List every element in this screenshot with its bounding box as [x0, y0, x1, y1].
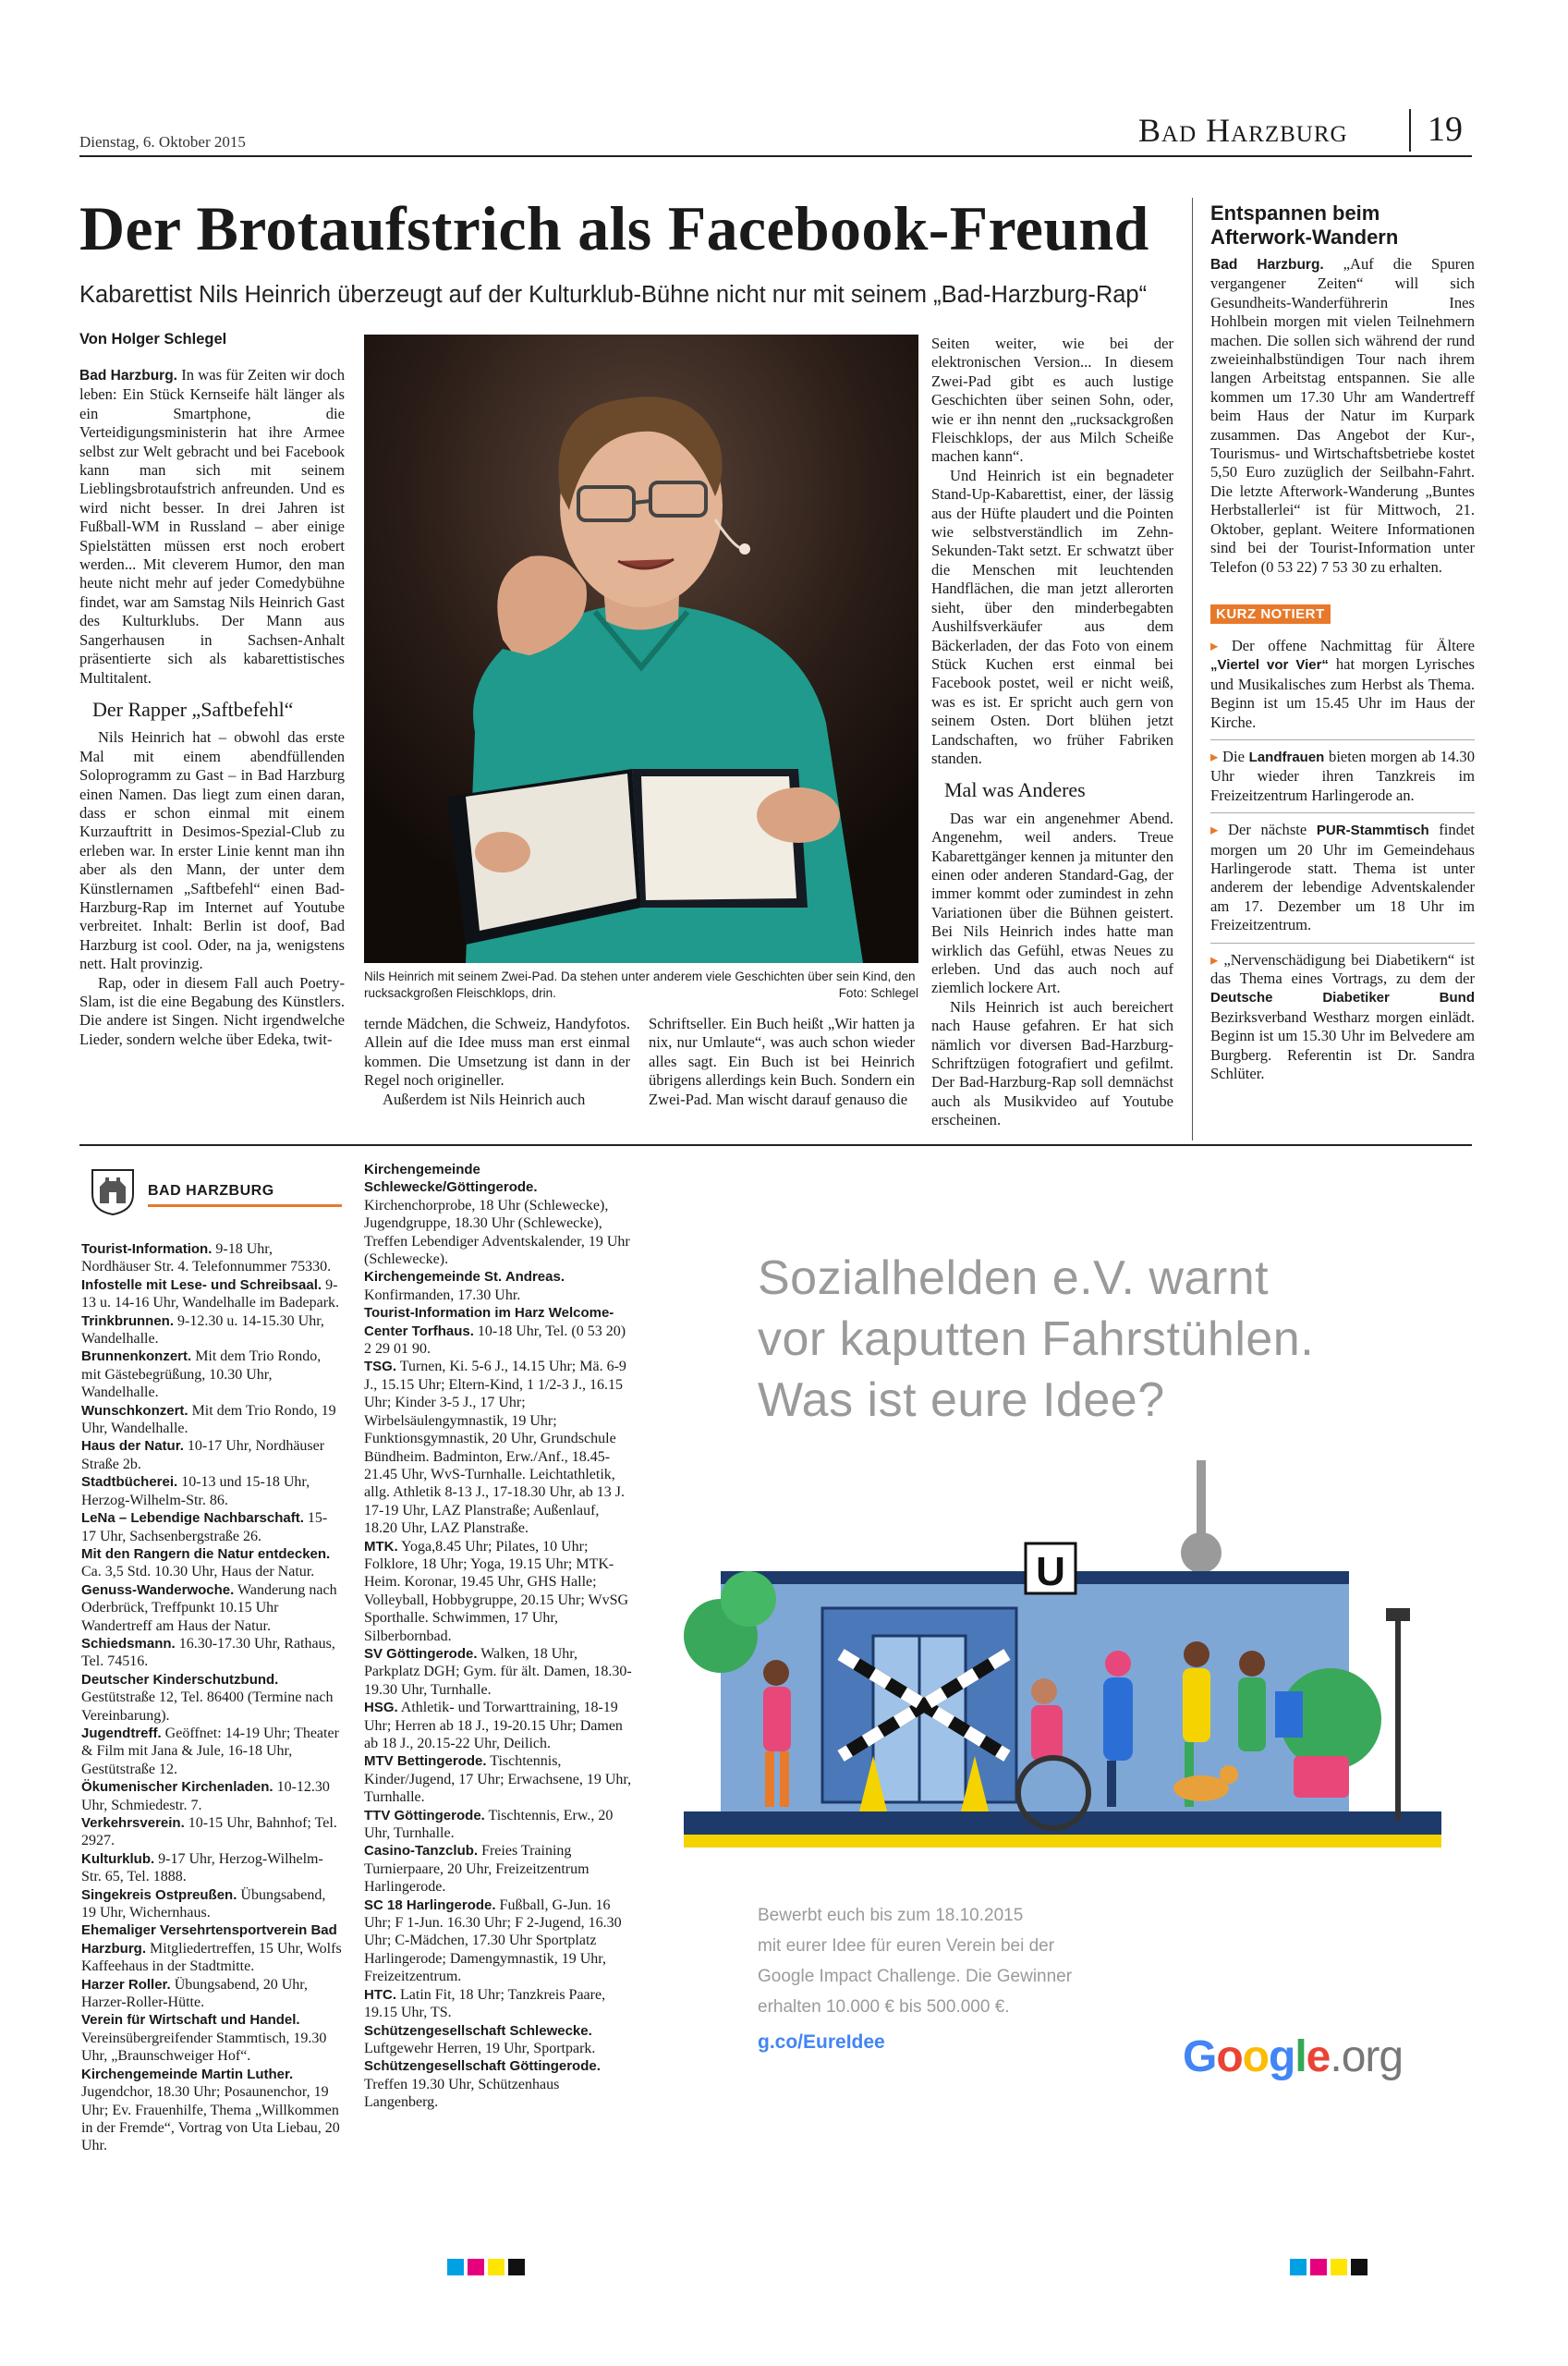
- listing-entry: [81, 1240, 342, 1276]
- paragraph: Das war ein angenehmer Abend. Angenehm, weil anders. Treue Kabarettgänger kennen ja mitunter den einen oder anderen Standard-Gag, der immer kommt oder zumindest in zehn Variationen über die Bühnen geistert. Bei Nils Heinrich indes hatte man wirklich das Gefühl, etwas Neues zu erleben. Und das auch noch auf ziemlich lockere Art.: [931, 809, 1173, 997]
- sidebar-divider: [1192, 198, 1193, 1140]
- triangle-icon: ▸: [1210, 950, 1224, 969]
- listing-text: Jugendchor, 18.30 Uhr; Posaunenchor, 19 Uhr; Ev. Frauenhilfe, Thema „Willkommen in der Fremde“, Vortrag von Uta Liebau, 20 Uhr.: [81, 2084, 340, 2154]
- ad-body-line-4: erhalten 10.000 € bis 500.000 €.: [758, 1997, 1010, 2017]
- ad-body-line-3: Google Impact Challenge. Die Gewinner: [758, 1967, 1073, 1986]
- listing-keyword: TTV Göttingerode.: [364, 1807, 485, 1823]
- listing-entry: [364, 1645, 634, 1699]
- listing-keyword: TSG.: [364, 1359, 397, 1375]
- listing-text: 9-13 u. 14-16 Uhr, Wandelhalle im Badepark.: [81, 1276, 340, 1311]
- listing-text: Tischtennis, Erw., 20 Uhr, Turnhalle.: [364, 1807, 614, 1842]
- section-title: Bad Harzburg: [1138, 112, 1348, 149]
- listing-entry: [81, 1312, 342, 1348]
- header-rule: [79, 155, 1472, 157]
- listing-keyword: Mit den Rangern die Natur entdecken.: [81, 1545, 331, 1562]
- page-number: 19: [1428, 110, 1463, 149]
- listing-entry: [81, 1814, 342, 1850]
- listing-entry: [364, 1358, 634, 1537]
- listing-entry: [81, 1509, 342, 1545]
- listing-keyword: Kulturklub.: [81, 1850, 155, 1867]
- note-item: [1210, 821, 1475, 934]
- note-text: Der nächste: [1227, 821, 1317, 839]
- notes-list: [1210, 637, 1475, 1084]
- triangle-icon: ▸: [1210, 636, 1232, 654]
- dateline: Bad Harzburg.: [79, 368, 177, 384]
- listing-keyword: Tourist-Information.: [81, 1241, 213, 1257]
- listing-text: Wanderung nach Oderbrück, Treffpunkt 10.15 Uhr Wandertreff am Haus der Natur.: [81, 1581, 337, 1634]
- listing-entry: [81, 1581, 342, 1635]
- listing-entry: [81, 1921, 342, 1975]
- listing-entry: [81, 1402, 342, 1438]
- listing-keyword: Ehemaliger Versehrtensportverein Bad Harzburg.: [81, 1922, 337, 1957]
- listing-entry: [81, 1671, 342, 1725]
- note-text: Die: [1222, 747, 1249, 765]
- sidebar-dateline: Bad Harzburg.: [1210, 257, 1324, 273]
- listing-keyword: Wunschkonzert.: [81, 1402, 188, 1419]
- listings-title: BAD HARZBURG: [148, 1183, 274, 1199]
- listing-entry: [364, 2022, 634, 2058]
- google-ad: [758, 1248, 1423, 1431]
- article-photo: [364, 335, 918, 963]
- listing-entry: [81, 1725, 342, 1778]
- article-subheadline: Kabarettist Nils Heinrich überzeugt auf der Kulturklub-Bühne nicht nur mit seinem „Bad-Harzburg-Rap“: [79, 282, 1148, 308]
- listing-entry: [364, 1699, 634, 1752]
- listing-text: 16.30-17.30 Uhr, Rathaus, Tel. 74516.: [81, 1635, 335, 1670]
- listing-entry: [364, 1842, 634, 1896]
- listing-entry: [364, 1304, 634, 1358]
- ad-headline-line-1: Sozialhelden e.V. warnt: [758, 1251, 1270, 1305]
- listing-text: Kirchenchorprobe, 18 Uhr (Schlewecke), Jugendgruppe, 18.30 Uhr (Schlewecke), Treffen Lebendiger Adventskalender, 19 Uhr (Schlewecke).: [364, 1197, 630, 1268]
- listing-text: Athletik- und Torwarttraining, 18-19 Uhr; Herren ab 18 J., 19-20.15 Uhr; Damen ab 18 J., 20.15-22 Uhr, Deilich.: [364, 1700, 623, 1751]
- listing-text: 10-17 Uhr, Nordhäuser Straße 2b.: [81, 1438, 325, 1472]
- listing-text: Tischtennis, Kinder/Jugend, 17 Uhr; Erwachsene, 19 Uhr, Turnhalle.: [364, 1753, 632, 1806]
- note-text: findet morgen um 20 Uhr im Gemeindehaus Harlingerode statt. Thema ist unter anderem der lebendige Adventskalender am 17. Dezember um 18 Uhr im Freizeitzentrum.: [1210, 821, 1475, 934]
- triangle-icon: ▸: [1210, 747, 1223, 765]
- listing-keyword: Brunnenkonzert.: [81, 1348, 192, 1365]
- listing-text: Walken, 18 Uhr, Parkplatz DGH; Gym. für ält. Damen, 18.30-19.30 Uhr, Turnhalle.: [364, 1645, 632, 1698]
- note-item: [1210, 951, 1475, 1084]
- crest-icon: [89, 1166, 137, 1216]
- sidebar-paragraph: „Auf die Spuren vergangener Zeiten“ will sich Gesundheits-Wanderführerin Ines Hohlbein morgen mit vielen Teilnehmern machen. Die sollen sich während der rund zweieinhalbstündigen Tour nach ihrem langen Arbeitstag entspannen. Sie alle kommen um 17.30 Uhr am Wandertreff beim Haus der Natur im Kurpark zusammen. Das Angebot der Kur-, Tourismus- und Wirtschaftsbetriebe kostet 5,50 Euro zuzüglich der Seilbahn-Fahrt. Die letzte Afterwork-Wanderung „Buntes Herbstallerlei“ ist für Mittwoch, 21. Oktober, geplant. Weitere Informationen sind bei der Tourist-Information unter Telefon (0 53 22) 7 53 30 zu erhalten.: [1210, 255, 1475, 576]
- listing-keyword: Trinkbrunnen.: [81, 1312, 175, 1329]
- note-text: Bezirksverband Westharz morgen einlädt. Beginn ist um 15.30 Uhr im Belvedere am Burgberg. Referentin ist Dr. Sandra Schlüter.: [1210, 1007, 1475, 1083]
- listing-entry: [81, 1473, 342, 1509]
- listing-keyword: Kirchengemeinde Martin Luther.: [81, 2066, 294, 2082]
- listing-keyword: HTC.: [364, 1986, 396, 2003]
- listings-column-2: [364, 1161, 634, 2112]
- station-illustration: [684, 1442, 1441, 1876]
- listing-keyword: Infostelle mit Lese- und Schreibsaal.: [81, 1276, 322, 1293]
- listing-keyword: Kirchengemeinde St. Andreas.: [364, 1269, 565, 1286]
- listing-entry: [81, 1778, 342, 1814]
- listing-keyword: Stadtbücherei.: [81, 1474, 178, 1491]
- listing-text: Yoga,8.45 Uhr; Pilates, 10 Uhr; Folklore, 18 Uhr; Yoga, 19.15 Uhr; MTK-Heim. Koronar, 19.45 Uhr, GHS Halle; Volleyball, Hobbygruppe, 20.15 Uhr; WvSG Sporthalle. Schwimmen, 17 Uhr, Silberbornbad.: [364, 1538, 629, 1644]
- paragraph: Seiten weiter, wie bei der elektronischen Version... In diesem Zwei-Pad gibt es auch lustige Geschichten über seinen Sohn, oder, wie er ihn nennt den „rucksackgroßen Fleischklops, der aus Milch Scheiße machen kann“.: [931, 335, 1173, 466]
- listing-entry: [364, 1896, 634, 1986]
- listing-entry: [364, 1752, 634, 1806]
- sidebar: [1210, 201, 1475, 1083]
- listing-keyword: Verein für Wirtschaft und Handel.: [81, 2012, 300, 2029]
- paragraph: Nils Heinrich ist auch bereichert nach Hause gefahren. Er hat sich nämlich vor diversen Bad-Harzburg-Schriftzügen fotografiert und gefilmt. Der Bad-Harzburg-Rap soll demnächst auch als Musikvideo auf Youtube erscheinen.: [931, 997, 1173, 1129]
- listing-text: Mit dem Trio Rondo, mit Gästebegrüßung, 10.30 Uhr, Wandelhalle.: [81, 1348, 322, 1401]
- listing-entry: [81, 1850, 342, 1886]
- listing-entry: [81, 1886, 342, 1922]
- listing-keyword: Schützengesellschaft Göttingerode.: [364, 2058, 601, 2075]
- listing-entry: [364, 2057, 634, 2111]
- issue-date: Dienstag, 6. Oktober 2015: [79, 133, 246, 151]
- listing-keyword: Jugendtreff.: [81, 1725, 162, 1741]
- ad-body-line-2: mit eurer Idee für euren Verein bei der: [758, 1936, 1055, 1956]
- paragraph: Nils Heinrich hat – obwohl das erste Mal mit einem abendfüllenden Soloprogramm zu Gast – in Bad Harzburg einen Namen. Das liegt zum einen daran, dass er schon einmal mit einem Kurzauftritt in Desimos-Spezial-Club zu erleben war. In erster Linie kennt man ihn aber als den Mann, der unter dem Künstlernamen „Saftbefehl“ einen Bad-Harzburg-Rap im Internet auf Youtube verbreitet. Inhalt: Berlin ist doof, Bad Harzburg ist cool. Oder, na ja, wenigstens nett. Halt provinzig.: [79, 728, 345, 973]
- note-divider: [1210, 812, 1475, 813]
- paragraph: Schriftseller. Ein Buch heißt „Wir hatten ja nix, nur Umlaute“, was auch schon wieder alles sagt. Ein Buch ist bei Heinrich übrigens allerdings kein Buch. Sondern ein Zwei-Pad. Man wischt darauf genauso die: [649, 1015, 915, 1108]
- header-divider: [1409, 109, 1411, 152]
- photo-caption: [364, 969, 918, 1002]
- listing-text: Latin Fit, 18 Uhr; Tanzkreis Paare, 19.15 Uhr, TS.: [364, 1986, 606, 2021]
- note-divider: [1210, 943, 1475, 944]
- logo-org-suffix: .org: [1330, 2032, 1404, 2081]
- note-text: bieten morgen ab 14.30 Uhr wieder ihren Tanzkreis im Freizeitzentrum Harlingerode an.: [1210, 747, 1475, 804]
- kurz-notiert-badge: KURZ NOTIERT: [1210, 604, 1331, 624]
- ad-illustration: [684, 1442, 1441, 1876]
- listing-text: Mitgliedertreffen, 15 Uhr, Wolfs Kaffeehaus in der Stadtmitte.: [81, 1940, 342, 1975]
- listing-keyword: Casino-Tanzclub.: [364, 1843, 479, 1860]
- ad-headline-line-2: vor kaputten Fahrstühlen.: [758, 1312, 1315, 1366]
- listing-entry: [81, 2066, 342, 2155]
- listing-text: Konfirmanden, 17.30 Uhr.: [364, 1287, 521, 1303]
- byline: Von Holger Schlegel: [79, 331, 227, 348]
- photo-credit: Foto: Schlegel: [838, 986, 918, 1000]
- performer-illustration: [364, 335, 918, 963]
- article-headline: Der Brotaufstrich als Facebook-Freund: [79, 193, 1149, 263]
- listing-text: Fußball, G-Jun. 16 Uhr; F 1-Jun. 16.30 Uhr; F 2-Jugend, 16.30 Uhr; C-Mädchen, 17.30 Uhr Sportplatz Harlingerode; Damengymnastik, 19 Uhr, Freizeitzentrum.: [364, 1896, 622, 1985]
- note-text: hat morgen Lyrisches und Musikalisches zum Herbst als Thema. Beginn ist um 15.45 Uhr im Haus der Kirche.: [1210, 655, 1475, 731]
- listing-keyword: Schützengesellschaft Schlewecke.: [364, 2022, 592, 2039]
- listing-entry: [81, 1276, 342, 1312]
- listing-keyword: SC 18 Harlingerode.: [364, 1896, 496, 1913]
- listing-keyword: LeNa – Lebendige Nachbarschaft.: [81, 1510, 304, 1527]
- listing-keyword: Verkehrsverein.: [81, 1815, 185, 1831]
- cmyk-color-bar-right: [1290, 2259, 1371, 2279]
- note-divider: [1210, 739, 1475, 740]
- listing-entry: [81, 1437, 342, 1473]
- listing-entry: [81, 1976, 342, 2012]
- listing-entry: [364, 1538, 634, 1645]
- paragraph: Und Heinrich ist ein begnadeter Stand-Up-Kabarettist, einer, der lässig aus der Hüfte plaudert und die Pointen wie selbstverständlich im Zehn-Sekunden-Takt setzt. Er schwatzt über die Menschen mit leuchtenden Handflächen, die man jetzt allerorten sieht, über den minderbegabten Aushilfsverkäufer aus dem Bäckerladen, der das Foto von einem Stück Kuchen erst einmal bei Facebook postet, weil er nicht weiß, was es ist. Er spricht auch gern von seinem Osten. Dort blühen jetzt Landschaften, wo früher Fabriken standen.: [931, 466, 1173, 767]
- article-column-2: [364, 1015, 630, 1109]
- note-text: Der offene Nachmittag für Ältere: [1231, 636, 1475, 654]
- paragraph: ternde Mädchen, die Schweiz, Handyfotos. Allein auf die Idee muss man erst einmal kommen. Die Umsetzung ist dann in der Regel noch origineller.: [364, 1015, 630, 1090]
- listing-text: 10-18 Uhr, Tel. (0 53 20) 2 29 01 90.: [364, 1323, 626, 1358]
- triangle-icon: ▸: [1210, 821, 1228, 839]
- listing-keyword: Singekreis Ostpreußen.: [81, 1886, 237, 1903]
- listing-keyword: Tourist-Information im Harz Welcome-Center Torfhaus.: [364, 1305, 614, 1339]
- listing-text: Gestütstraße 12, Tel. 86400 (Termine nach Vereinbarung).: [81, 1689, 334, 1724]
- subhead-mal-was-anderes: Mal was Anderes: [944, 778, 1086, 802]
- listing-keyword: Ökumenischer Kirchenladen.: [81, 1779, 273, 1796]
- listing-entry: [364, 1986, 634, 2022]
- caption-text: Nils Heinrich mit seinem Zwei-Pad. Da stehen unter anderem viele Geschichten über sein Kind, den rucksackgroßen Fleischklops, drin.: [364, 970, 916, 1000]
- listing-keyword: Schiedsmann.: [81, 1635, 176, 1652]
- note-keyword: Deutsche Diabetiker Bund: [1210, 990, 1475, 1006]
- listing-keyword: Deutscher Kinderschutzbund.: [81, 1671, 279, 1688]
- sidebar-headline: Entspannen beim Afterwork-Wandern: [1210, 201, 1399, 249]
- listing-text: 9-12.30 u. 14-15.30 Uhr, Wandelhalle.: [81, 1312, 324, 1348]
- note-item: [1210, 748, 1475, 805]
- listings-title-underline: [148, 1204, 342, 1207]
- section-rule: [79, 1144, 1472, 1146]
- cmyk-color-bar-left: [447, 2259, 529, 2279]
- article-column-3: [649, 1015, 915, 1109]
- listing-keyword: Genuss-Wanderwoche.: [81, 1581, 235, 1598]
- note-keyword: „Viertel vor Vier“: [1210, 657, 1329, 674]
- listing-keyword: MTV Bettingerode.: [364, 1753, 487, 1770]
- article-column-1: [79, 366, 345, 1049]
- note-text: „Nervenschädigung bei Diabetikern“ ist das Thema eines Vortrags, zu dem der: [1210, 950, 1475, 987]
- listing-text: 10-12.30 Uhr, Schmiedestr. 7.: [81, 1779, 330, 1813]
- listing-text: Übungsabend, 19 Uhr, Wichernhaus.: [81, 1886, 326, 1921]
- listing-text: Mit dem Trio Rondo, 19 Uhr, Wandelhalle.: [81, 1402, 336, 1437]
- listing-text: Geöffnet: 14-19 Uhr; Theater & Film mit Jana & Jule, 16-18 Uhr, Gestütstraße 12.: [81, 1725, 339, 1777]
- listing-keyword: MTK.: [364, 1538, 398, 1555]
- listing-text: Vereinsübergreifender Stammtisch, 19.30 Uhr, „Braunschweiger Hof“.: [81, 2030, 327, 2065]
- ad-link[interactable]: g.co/EureIdee: [758, 2031, 885, 2053]
- note-item: [1210, 637, 1475, 732]
- google-org-logo: Google.org: [1183, 2032, 1404, 2081]
- listing-text: 10-15 Uhr, Bahnhof; Tel. 2927.: [81, 1815, 337, 1849]
- listing-entry: [364, 1268, 634, 1304]
- listing-entry: [81, 2011, 342, 2065]
- listing-keyword: HSG.: [364, 1700, 398, 1716]
- listing-keyword: Kirchengemeinde Schlewecke/Göttingerode.: [364, 1162, 538, 1196]
- listing-text: Ca. 3,5 Std. 10.30 Uhr, Haus der Natur.: [81, 1564, 315, 1580]
- ubahn-sign: U: [1036, 1549, 1065, 1594]
- ad-body-line-1: Bewerbt euch bis zum 18.10.2015: [758, 1906, 1024, 1925]
- listings-column-1: [81, 1240, 342, 2155]
- listing-keyword: Harzer Roller.: [81, 1976, 171, 1993]
- listing-text: Übungsabend, 20 Uhr, Harzer-Roller-Hütte.: [81, 1976, 308, 2011]
- listing-entry: [364, 1807, 634, 1843]
- listing-keyword: Haus der Natur.: [81, 1438, 184, 1455]
- article-column-4: [931, 335, 1173, 1130]
- paragraph: Rap, oder in diesem Fall auch Poetry-Slam, ist die eine Begabung des Künstlers. Die andere ist Singen. Nicht irgendwelche Lieder, sondern welche über Edeka, twit-: [79, 973, 345, 1048]
- ad-headline-line-3: Was ist eure Idee?: [758, 1373, 1165, 1427]
- listing-text: 9-18 Uhr, Nordhäuser Str. 4. Telefonnummer 75330.: [81, 1241, 332, 1275]
- listing-text: 15-17 Uhr, Sachsenbergstraße 26.: [81, 1510, 328, 1544]
- ad-body: [758, 1900, 1220, 2054]
- paragraph: Außerdem ist Nils Heinrich auch: [383, 1090, 586, 1108]
- note-keyword: Landfrauen: [1248, 749, 1325, 765]
- sidebar-text: [1210, 255, 1475, 577]
- listing-entry: [81, 1635, 342, 1671]
- town-crest: [89, 1166, 137, 1216]
- listing-text: Luftgewehr Herren, 19 Uhr, Sportpark.: [364, 2040, 596, 2056]
- listing-text: 9-17 Uhr, Herzog-Wilhelm-Str. 65, Tel. 1888.: [81, 1850, 323, 1885]
- listing-entry: [364, 1161, 634, 1268]
- note-keyword: PUR-Stammtisch: [1316, 823, 1429, 839]
- listing-text: Treffen 19.30 Uhr, Schützenhaus Langenberg.: [364, 2076, 560, 2111]
- listing-entry: [81, 1348, 342, 1401]
- listing-entry: [81, 1545, 342, 1581]
- listing-text: 10-13 und 15-18 Uhr, Herzog-Wilhelm-Str. 86.: [81, 1474, 310, 1508]
- listing-text: Turnen, Ki. 5-6 J., 14.15 Uhr; Mä. 6-9 J., 15.15 Uhr; Eltern-Kind, 1 1/2-3 J., 16.15 Uhr; Kinder 3-5 J., 17 Uhr; Wirbelsäulengymnastik, 19 Uhr; Funktionsgymnastik, 20 Uhr, Grundschule Bündheim. Badminton, Erw./Anf., 18.45-21.45 Uhr, WvS-Turnhalle. Leichtathletik, allg. Athletik 8-13 J., 17-18.30 Uhr, ab 13 J. 17-19 Uhr, LAZ Planstraße; Außenlauf, 18.20 Uhr, LAZ Planstraße.: [364, 1359, 626, 1537]
- listing-keyword: SV Göttingerode.: [364, 1645, 478, 1662]
- paragraph: In was für Zeiten wir doch leben: Ein Stück Kernseife hält länger als ein Smartphone, die Verteidigungsministerin hat ihre Armee selbst zur Welt gebracht und bei Facebook kann man sich mit seinem Lieblingsbrotaufstrich anfreunden. Und es wird nicht besser. In drei Jahren ist Fußball-WM in Russland – aber einige Spielstätten müssen erst noch erobert werden... Mit cleverem Humor, den man heute nicht mehr auf jeder Comedybühne findet, war am Samstag Nils Heinrich Gast des Kulturklubs. Der Mann aus Sangerhausen in Sachsen-Anhalt präsentierte sich als kabarettistisches Multitalent.: [79, 366, 345, 687]
- subhead-saftbefehl: Der Rapper „Saftbefehl“: [92, 697, 294, 721]
- listing-text: Freies Training Turnierpaare, 20 Uhr, Freizeitzentrum Harlingerode.: [364, 1843, 590, 1896]
